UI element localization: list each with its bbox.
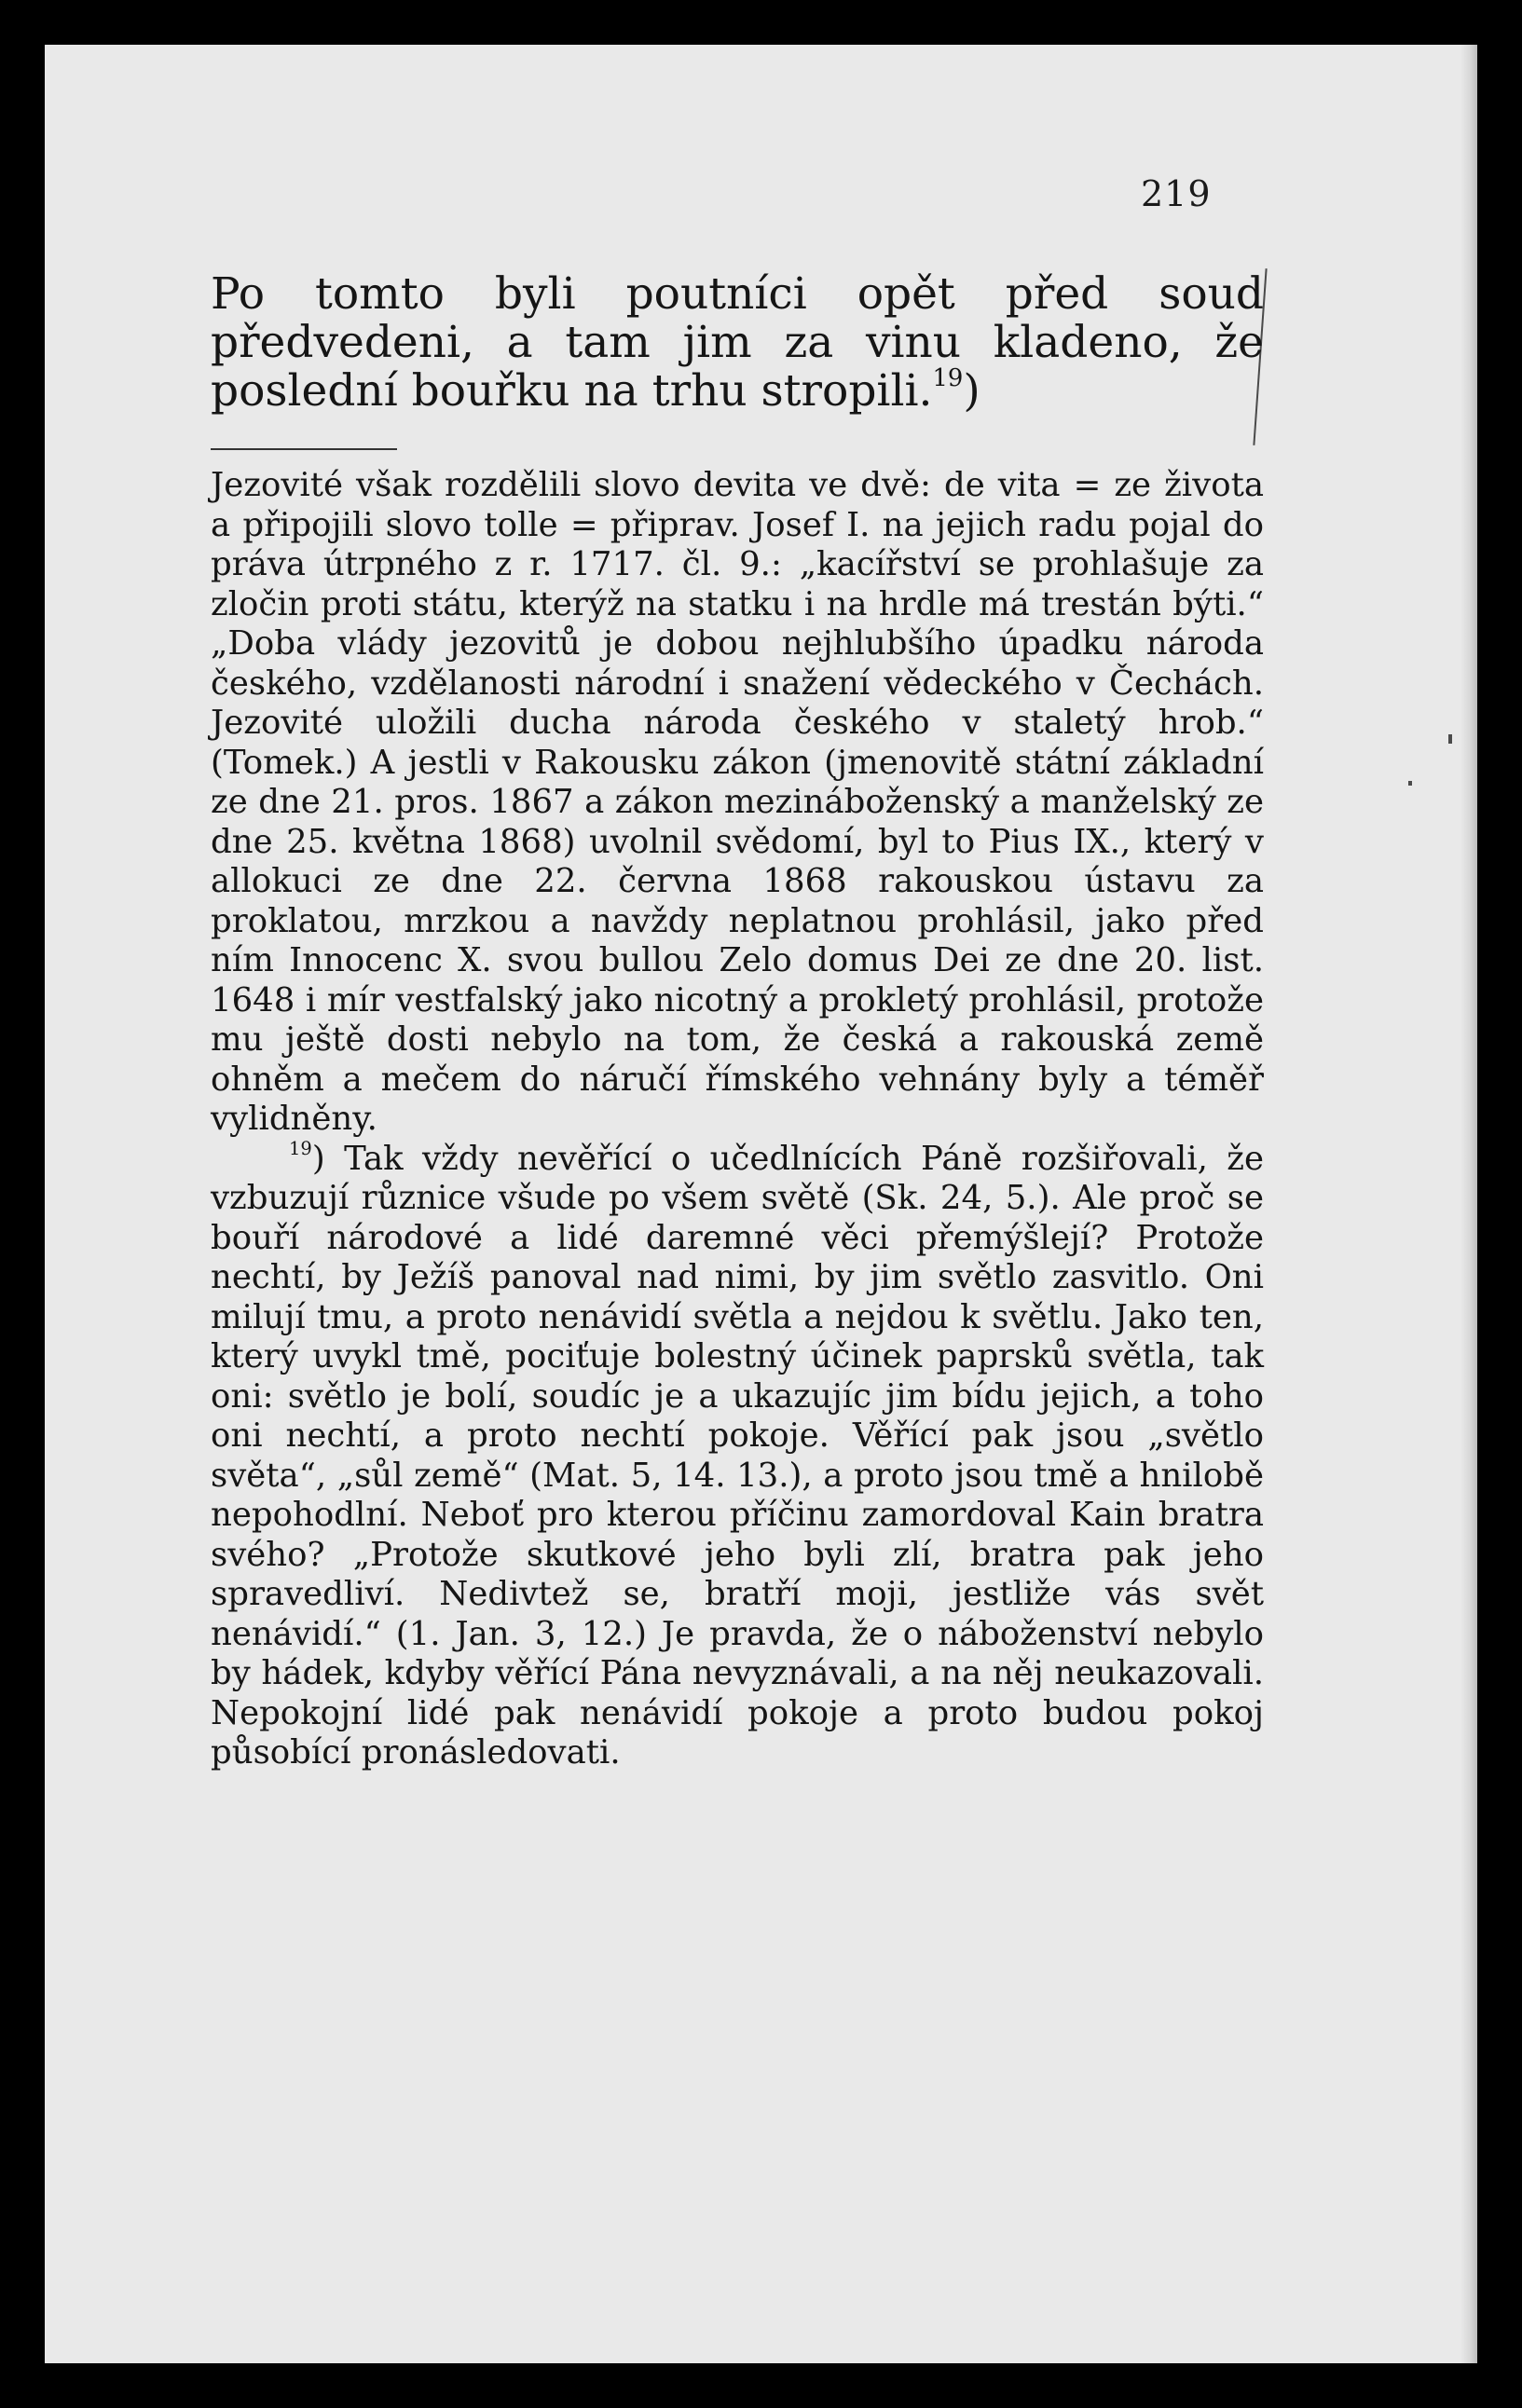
footnote-marker: 19 [289, 1137, 312, 1159]
book-page [45, 45, 1477, 2363]
lead-text: Po tomto byli poutníci opět před soud předvedeni, a tam jim za vinu kladeno, že poslední bouřku na trhu stropili. [211, 268, 1264, 417]
lead-paragraph [211, 270, 1264, 416]
footnote-19-text: Tak vždy nevěřící o učedlnících Páně rozšiřovali, že vzbuzují různice všude po všem světě (Sk. 24, 5.). Ale proč se bouří národové a lidé daremné věci přemýšlejí? Protože nechtí, by Ježíš panoval nad nimi, by jim světlo zasvitlo. Oni milují tmu, a proto nenávidí světla a nejdou k světlu. Jako ten, který uvykl tmě, pociťuje bolestný účinek paprsků světla, tak oni: světlo je bolí, soudíc je a ukazujíc jim bídu jejich, a toho oni nechtí, a proto nechtí pokoje. Věřící pak jsou „světlo světa“, „sůl země“ (Mat. 5, 14. 13.), a proto jsou tmě a hnilobě nepohodlní. Neboť pro kterou příčinu zamordoval Kain bratra svého? „Protože skutkové jeho byli zlí, bratra pak jeho spravedliví. Nedivtež se, bratří moji, jestliže vás svět nenávidí.“ (1. Jan. 3, 12.) Je pravda, že o náboženství nebylo by hádek, kdyby věřící Pána nevyznávali, a na něj neukazovali. Nepokojní lidé pak nenávidí pokoje a proto budou pokoj působící pronásledovati. [211, 1139, 1264, 1772]
footnote-19 [211, 1137, 1264, 1773]
lead-paragraph-text [211, 270, 1264, 416]
page-edge-shadow [1460, 45, 1477, 2363]
footnote-divider [211, 448, 397, 450]
footnotes [211, 466, 1264, 1773]
footnote-marker-closing: ) [311, 1139, 325, 1178]
footnote-reference: 19 [932, 364, 964, 393]
margin-speck [1448, 734, 1452, 744]
page-number: 219 [1141, 173, 1212, 214]
footnote-reference-closing: ) [963, 365, 980, 417]
footnote-continuation: Jezovité však rozdělili slovo devita ve dvě: de vita = ze života a připojili slovo tolle = připrav. Josef I. na jejich radu pojal do práva útrpného z r. 1717. čl. 9.: „kacířství se prohlašuje za zločin proti státu, kterýž na statku i na hrdle má trestán býti.“ „Doba vlády jezovitů je dobou nejhlubšího úpadku národa českého, vzdělanosti národní i snažení vědeckého v Čechách. Jezovité uložili ducha národa českého v staletý hrob.“ (Tomek.) A jestli v Rakousku zákon (jmenovitě státní základní ze dne 21. pros. 1867 a zákon mezináboženský a manželský ze dne 25. května 1868) uvolnil svědomí, byl to Pius IX., který v allokuci ze dne 22. června 1868 rakouskou ústavu za proklatou, mrzkou a navždy neplatnou prohlásil, jako před ním Innocenc X. svou bullou Zelo domus Dei ze dne 20. list. 1648 i mír vestfalský jako nicotný a prokletý prohlásil, protože mu ještě dosti nebylo na tom, že česká a rakouská země ohněm a mečem do náručí římského vehnány byly a téměř vylidněny. [211, 466, 1264, 1138]
margin-speck [1408, 781, 1412, 786]
